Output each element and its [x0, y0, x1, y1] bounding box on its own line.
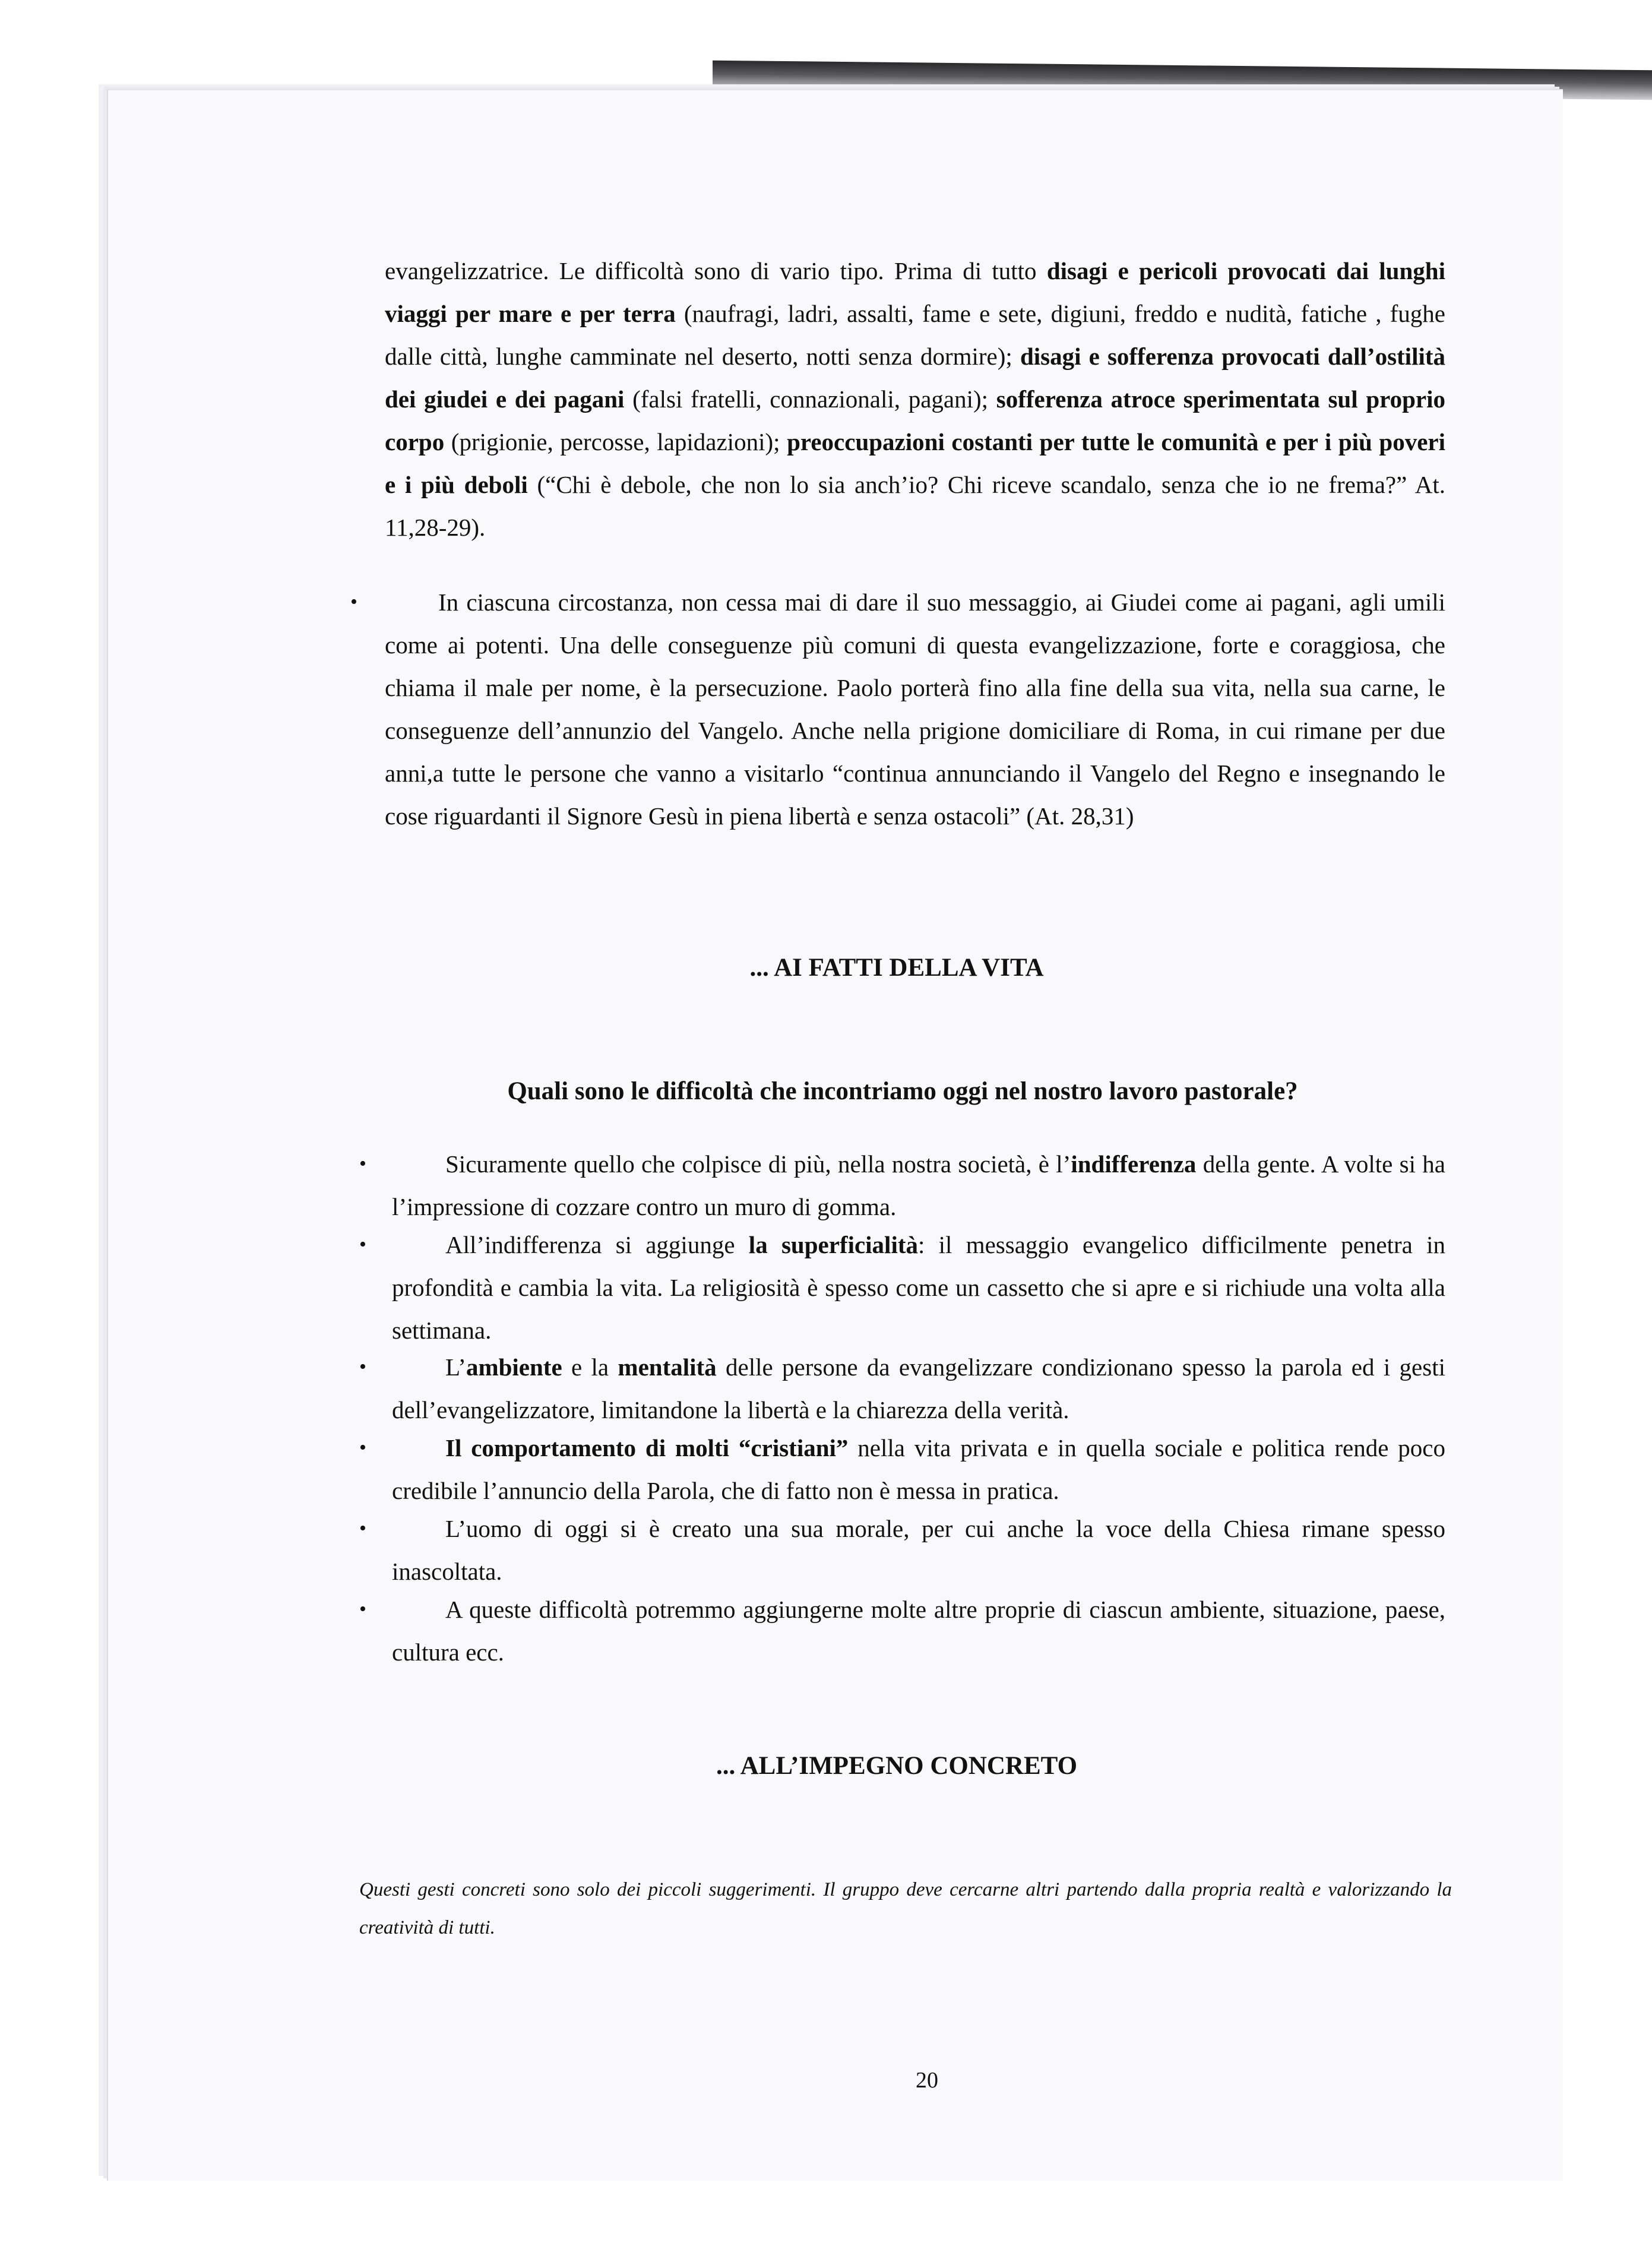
text-run: Sicuramente quello che colpisce di più, nella nostra società, è l’: [445, 1150, 1071, 1178]
text-run: (“Chi è debole, che non lo sia anch’io? Chi riceve scandalo, senza che io ne frema?” At. 11,28-29).: [385, 471, 1445, 541]
text-run: (falsi fratelli, connazionali, pagani);: [624, 385, 996, 413]
bold-run: disagi e sofferenza provocati dall’ostilità dei giudei e dei pagani: [385, 343, 1445, 413]
text-run: A queste difficoltà potremmo aggiungerne molte altre proprie di ciascun ambiente, situazione, paese, cultura ecc.: [392, 1596, 1445, 1666]
text-run: evangelizzatrice. Le difficoltà sono di vario tipo. Prima di tutto: [385, 257, 1047, 284]
list-item: [392, 1143, 1445, 1228]
bullet-icon: •: [359, 1517, 366, 1539]
section-heading-fatti: ... AI FATTI DELLA VITA: [749, 954, 1044, 982]
text-run: L’: [445, 1353, 466, 1381]
bullet-icon: •: [359, 1356, 366, 1378]
bold-run: sofferenza atroce sperimentata sul proprio corpo: [385, 385, 1445, 456]
page-number: 20: [916, 2068, 938, 2093]
bold-run: preoccupazioni costanti per tutte le comunità e per i più poveri e i più deboli: [385, 428, 1445, 498]
text-run: All’indifferenza si aggiunge: [445, 1231, 749, 1258]
list-item: [392, 1223, 1445, 1352]
text-run: In ciascuna circostanza, non cessa mai di dare il suo messaggio, ai Giudei come ai pagani, agli umili come ai potenti. Una delle conseguenze più comuni di questa evangelizzazione, forte e coraggiosa, che chiama il male per nome, è la persecuzione. Paolo porterà fino alla fine della sua vita, nella sua carne, le conseguenze dell’annunzio del Vangelo. Anche nella prigione domiciliare di Roma, in cui rimane per due anni,a tutte le persone che vanno a visitarlo “continua annunciando il Vangelo del Regno e insegnando le cose riguardanti il Signore Gesù in piena libertà e senza ostacoli” (At. 28,31): [385, 589, 1445, 830]
text-run: (prigionie, percosse, lapidazioni);: [444, 428, 787, 456]
list-item: [392, 1507, 1445, 1593]
list-item: [392, 1426, 1445, 1512]
list-item: [392, 1346, 1445, 1431]
bold-run: indifferenza: [1071, 1150, 1197, 1178]
bold-run: mentalità: [618, 1353, 717, 1381]
text-run: della gente. A volte si ha l’impressione di cozzare contro un muro di gomma.: [392, 1150, 1446, 1220]
section-heading-impegno: ... ALL’IMPEGNO CONCRETO: [716, 1752, 1078, 1780]
text-run: delle persone da evangelizzare condizionano spesso la parola ed i gesti dell’evangelizzatore, limitandone la libertà e la chiarezza della verità.: [392, 1353, 1445, 1424]
text-run: e la: [562, 1353, 618, 1381]
text-run: L’uomo di oggi si è creato una sua morale, per cui anche la voce della Chiesa rimane spesso inascoltata.: [392, 1515, 1445, 1585]
bold-run: Il comportamento di molti “cristiani”: [445, 1434, 849, 1462]
text-run: : il messaggio evangelico difficilmente penetra in profondità e cambia la vita. La religiosità è spesso come un cassetto che si apre e si richiude una volta alla settimana.: [392, 1231, 1445, 1344]
bullet-icon: •: [350, 591, 357, 613]
list-item: [392, 1588, 1445, 1674]
paul-paragraph: [385, 581, 1445, 837]
bold-run: la superficialità: [748, 1231, 918, 1258]
question-heading: Quali sono le difficoltà che incontriamo oggi nel nostro lavoro pastorale?: [507, 1077, 1298, 1105]
suggestion-note: Questi gesti concreti sono solo dei piccoli suggerimenti. Il gruppo deve cercarne altri partendo dalla propria realtà e valorizzando la creatività di tutti.: [359, 1879, 1452, 1938]
bold-run: ambiente: [466, 1353, 562, 1381]
intro-paragraph: [385, 249, 1445, 549]
bullet-icon: •: [359, 1153, 366, 1175]
text-run: (naufragi, ladri, assalti, fame e sete, digiuni, freddo e nudità, fatiche , fughe dalle città, lunghe camminate nel deserto, notti senza dormire);: [385, 300, 1445, 370]
bullet-icon: •: [359, 1598, 366, 1620]
bullet-icon: •: [359, 1437, 366, 1459]
bullet-icon: •: [359, 1233, 366, 1255]
text-run: nella vita privata e in quella sociale e politica rende poco credibile l’annuncio della Parola, che di fatto non è messa in pratica.: [392, 1434, 1446, 1504]
bold-run: disagi e pericoli provocati dai lunghi viaggi per mare e per terra: [385, 257, 1445, 327]
